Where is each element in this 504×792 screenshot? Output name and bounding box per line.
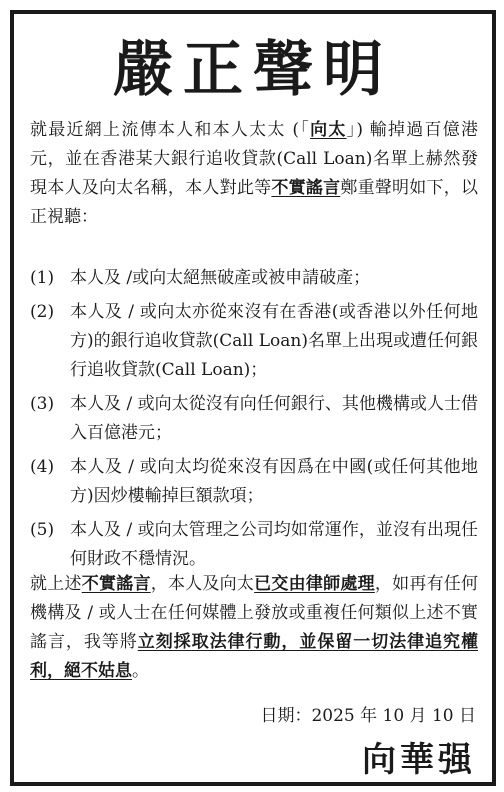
- intro-text-1: 就最近網上流傳本人和本人太太 (「: [30, 120, 311, 140]
- list-item-text: 本人及 / 或向太均從來沒有因爲在中國(或任何其他地方)因炒樓輸掉巨額款項；: [70, 457, 478, 506]
- statement-date: 日期：2025 年 10 月 10 日: [260, 706, 476, 726]
- closing-text-4: 。: [132, 661, 149, 681]
- list-item: [30, 298, 478, 385]
- intro-paragraph: [30, 116, 478, 232]
- intro-text-2: 」) 輸掉過百億港元，並在香港某大銀行追收貸款(Call Loan)名單上赫然發現本人及向太名稱，本人對此等: [30, 120, 478, 198]
- list-item-text: 本人及 / 或向太管理之公司均如常運作，並沒有出現任何財政不穩情況。: [70, 520, 478, 569]
- list-item: [30, 453, 478, 511]
- statement-list: [30, 264, 478, 579]
- closing-text-2: ，本人及向太: [150, 574, 255, 594]
- statement-title: 嚴正聲明: [113, 35, 393, 105]
- intro-highlight-rumor: 不實謠言: [271, 178, 341, 198]
- signature: 向華强: [362, 740, 476, 780]
- list-item-text: 本人及 /或向太絕無破產或被申請破產；: [70, 268, 371, 288]
- closing-highlight-lawyer: 已交由律師處理: [254, 574, 375, 594]
- closing-highlight-legal-action: 立刻採取法律行動，並保留一切法律追究權利，絕不姑息: [30, 632, 478, 681]
- closing-text-3: ，如再有任何機構及 / 或人士在任何媒體上發放或重複任何類似上述不實謠言，我等將: [30, 574, 479, 652]
- list-item: [30, 264, 478, 293]
- list-item-number: (1): [30, 268, 55, 288]
- list-item-number: (5): [30, 520, 55, 540]
- statement-frame: [10, 10, 496, 786]
- intro-highlight-name: 向太: [310, 120, 347, 140]
- closing-paragraph: [30, 570, 478, 686]
- list-item: [30, 390, 478, 448]
- list-item-number: (2): [30, 302, 55, 322]
- intro-text-3: 鄭重聲明如下，以正視聽：: [30, 178, 479, 227]
- list-item-text: 本人及 / 或向太亦從來沒有在香港(或香港以外任何地方)的銀行追收貸款(Call Loan)名單上出現或遭任何銀 行追收貸款(Call Loan)；: [70, 302, 478, 380]
- list-item-text: 本人及 / 或向太從沒有向任何銀行、其他機構或人士借入百億港元；: [70, 394, 478, 443]
- list-item-number: (4): [30, 457, 55, 477]
- list-item: [30, 516, 478, 574]
- closing-text-1: 就上述: [30, 574, 82, 594]
- list-item-number: (3): [30, 394, 55, 414]
- closing-highlight-rumor: 不實謠言: [81, 574, 151, 594]
